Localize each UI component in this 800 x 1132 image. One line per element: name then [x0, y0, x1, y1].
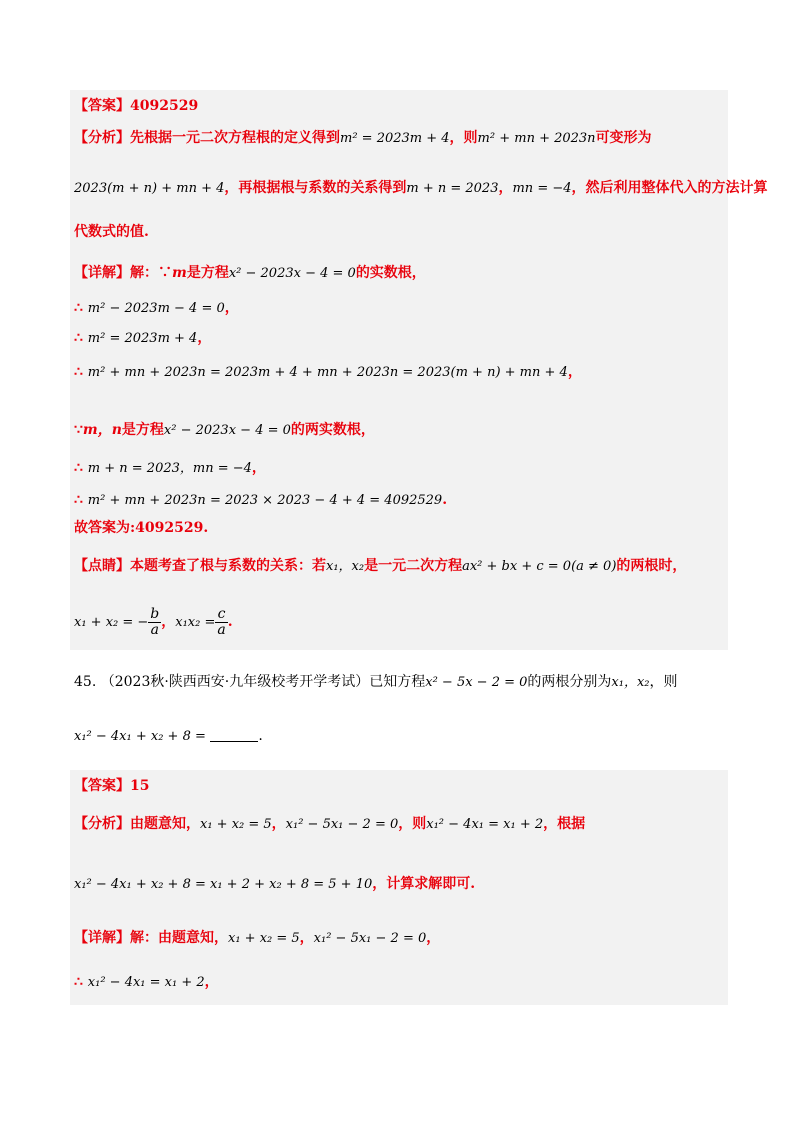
analysis-tag: 【分析】	[74, 816, 130, 832]
math-expression: x₁，x₂	[326, 559, 365, 574]
math-expression: x₁，x₂	[611, 675, 650, 690]
q45-analysis-line-1: 【分析】由题意知，x₁ + x₂ = 5，x₁² − 5x₁ − 2 = 0，则x₁² − 4x₁ = x₁ + 2，根据	[74, 816, 586, 832]
q45-answer-line	[74, 776, 149, 796]
q44-answer-line	[74, 96, 198, 116]
math-expression: x₁² − 4x₁ + x₂ + 8 = x₁ + 2 + x₂ + 8 = 5 + 10	[74, 877, 373, 892]
math-expression: ax² + bx + c = 0(a ≠ 0)	[462, 559, 617, 574]
math-expression: m + n = 2023	[406, 181, 499, 196]
math-expression: x₁² − 4x₁ + x₂ + 8 =	[74, 729, 206, 744]
q44-detail-line-1: 【详解】解：∵m是方程x² − 2023x − 4 = 0的实数根，	[74, 265, 426, 281]
q44-step-1: ∴ m² − 2023m − 4 = 0，	[74, 300, 239, 316]
q44-step-5: ∴ m + n = 2023，mn = −4，	[74, 460, 266, 476]
detail-tag: 【详解】	[74, 265, 130, 281]
answer-value: 15	[130, 778, 150, 794]
q44-step-3: ∴ m² + mn + 2023n = 2023m + 4 + mn + 2023n = 2023(m + n) + mn + 4，	[74, 364, 582, 380]
math-expression: x² − 2023x − 4 = 0	[163, 423, 291, 438]
analysis-tag: 【分析】	[74, 130, 130, 146]
answer-tag: 【答案】	[74, 98, 130, 114]
math-expression: mn = −4	[512, 181, 572, 196]
comment-tag: 【点睛】	[74, 558, 130, 574]
math-expression: m² = 2023m + 4	[340, 131, 450, 146]
answer-blank	[210, 727, 258, 742]
q45-question-line-2: x₁² − 4x₁ + x₂ + 8 = .	[74, 728, 263, 744]
answer-value: 4092529	[130, 98, 199, 114]
q44-conclusion: 故答案为:4092529.	[74, 520, 209, 536]
q45-step-1: ∴ x₁² − 4x₁ = x₁ + 2，	[74, 974, 219, 990]
detail-tag: 【详解】	[74, 930, 130, 946]
math-expression: x₁ + x₂ = 5	[228, 931, 300, 946]
q44-step-4: ∵m，n是方程x² − 2023x − 4 = 0的两实数根，	[74, 422, 375, 438]
q45-detail-line-1: 【详解】解：由题意知，x₁ + x₂ = 5，x₁² − 5x₁ − 2 = 0，	[74, 930, 441, 946]
q45-analysis-line-2: x₁² − 4x₁ + x₂ + 8 = x₁ + 2 + x₂ + 8 = 5 + 10，计算求解即可.	[74, 876, 476, 892]
math-expression: x₁² − 4x₁ = x₁ + 2	[426, 817, 544, 832]
fraction-b-over-a: $\frac{b}{a}$	[150, 605, 160, 638]
math-expression: m² + mn + 2023n	[477, 131, 596, 146]
math-expression: x₁ + x₂ = 5	[200, 817, 272, 832]
math-expression: x₁² − 5x₁ − 2 = 0	[313, 931, 427, 946]
math-expression: x₁² − 5x₁ − 2 = 0	[285, 817, 399, 832]
question-number: 45.	[74, 674, 97, 690]
fraction-c-over-a: $\frac{c}{a}$	[217, 605, 226, 638]
math-expression: x² − 2023x − 4 = 0	[228, 266, 356, 281]
math-expression: 2023(m + n) + mn + 4	[74, 181, 225, 196]
q44-comment-line: 【点睛】本题考查了根与系数的关系：若x₁，x₂是一元二次方程ax² + bx + c = 0(a ≠ 0)的两根时，	[74, 558, 687, 574]
q44-step-2: ∴ m² = 2023m + 4，	[74, 330, 212, 346]
q44-analysis-line-3: 代数式的值.	[74, 224, 149, 240]
q45-question-line-1: 45. （2023秋·陕西西安·九年级校考开学考试）已知方程x² − 5x − 2 = 0的两根分别为x₁，x₂，则	[74, 674, 678, 690]
q44-step-6: ∴ m² + mn + 2023n = 2023 × 2023 − 4 + 4 = 4092529.	[74, 492, 448, 508]
q44-analysis-line-1: 【分析】先根据一元二次方程根的定义得到m² = 2023m + 4，则m² + mn + 2023n可变形为	[74, 130, 652, 146]
q44-analysis-line-2: 2023(m + n) + mn + 4，再根据根与系数的关系得到m + n = 2023，mn = −4，然后利用整体代入的方法计算	[74, 180, 768, 196]
answer-tag: 【答案】	[74, 778, 130, 794]
q44-formula-line: x₁ + x₂ = − $\frac{b}{a}$ ，x₁x₂ = $\frac{c}{a}$ .	[74, 605, 233, 638]
math-expression: x² − 5x − 2 = 0	[425, 675, 528, 690]
